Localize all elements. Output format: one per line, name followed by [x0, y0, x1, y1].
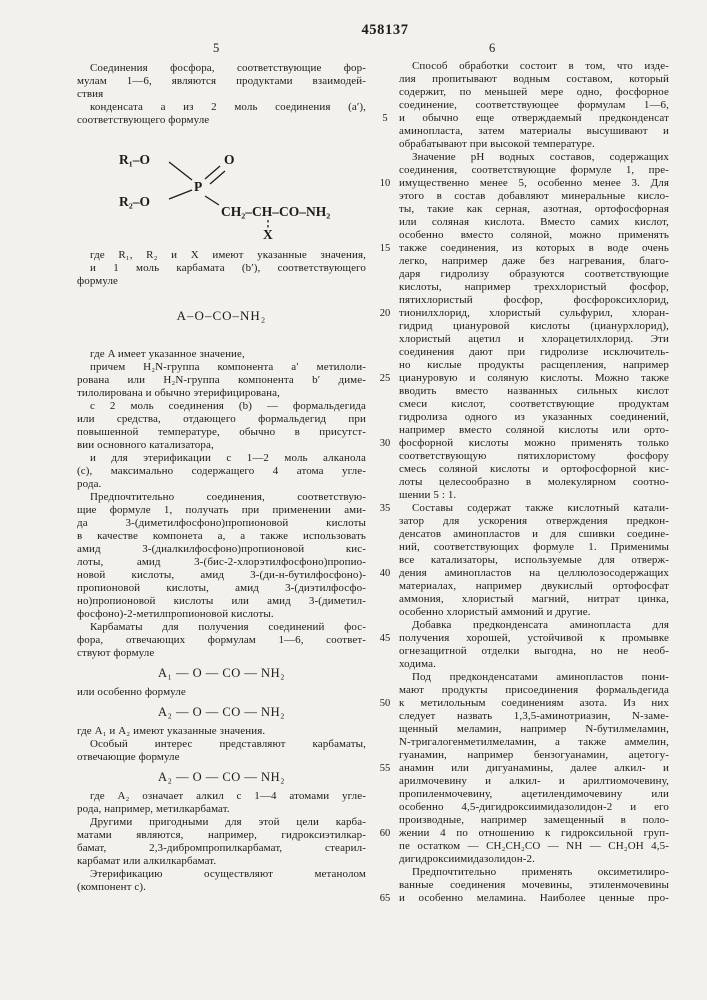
text-line: тионилхлорид, хлористый сульфурил, хлоран- [399, 307, 669, 319]
text-line: даря гидролизу образуются соответствующие [399, 268, 669, 280]
text-line: или средства, отдающего формальдегид при [77, 413, 366, 425]
structure-p-label: P [194, 179, 203, 194]
text-line: производные, например замещенный в поло- [399, 814, 669, 826]
gutter-line-number: 40 [379, 568, 391, 579]
text-line: рода. [77, 478, 102, 490]
text-line: аминопласта, затем материалы высушивают и [399, 125, 669, 137]
text-line: Добавка предконденсата аминопласта для [412, 619, 669, 631]
patent-number: 458137 [361, 22, 409, 38]
gutter-line-number: 50 [379, 698, 391, 709]
text-line: карбамат или алкилкарбамат. [77, 855, 217, 867]
text-line: Предпочтительно соединения, соответствую- [90, 491, 366, 503]
structure-x-label: X [263, 227, 273, 240]
text-line: фосфорной кислоты можно применять только [399, 437, 669, 449]
gutter-line-number: 55 [379, 763, 391, 774]
text-line: пропиленмочевину, ацетилендимочевину или [399, 788, 669, 800]
gutter-line-number: 45 [379, 633, 391, 644]
text-line: смесь соляной кислоты и ортофосфорной кис- [399, 463, 669, 475]
text-line: вии основного катализатора, [77, 439, 214, 451]
text-line: арилмочевину и алкил- и арилтиомочевину, [399, 775, 669, 787]
text-line: кислоты, например треххлористый фосфор, [399, 281, 669, 293]
chemical-formula: A₂ — O — CO — NH₂ [158, 705, 285, 719]
right-text-column [399, 60, 669, 905]
gutter-line-number: 60 [379, 828, 391, 839]
gutter-line-number: 20 [379, 308, 391, 319]
text-line: аммония, хлористый магний, нитрат цинка, [399, 593, 669, 605]
text-line: лоты целесообразно в молекулярном соотно- [399, 476, 669, 488]
text-line: пе остатком — CH₂CH₂CO — NH — CH₂OH 4,5- [399, 840, 669, 852]
text-line: где A₁ и A₂ имеют указанные значения. [77, 725, 266, 737]
text-line: особенно вместо соляной, можно применять [399, 229, 669, 241]
text-line: и обычно еще отверждаемый предконденсат [399, 112, 669, 124]
text-line: мают продукты присоединения формальдегида [399, 684, 669, 696]
text-line: щенный меламин, например N-бутилмеламин, [399, 723, 669, 735]
text-line: обрабатывают при высокой температуре. [399, 138, 595, 150]
text-line: Соединения фосфора, соответствующие фор- [90, 62, 366, 74]
text-line: все катализаторы, используемые для отверж- [399, 554, 669, 566]
text-line: матами являются, например, гидроксиэтилкар- [77, 829, 366, 841]
text-line: N-тригалогенметилмеламин, а также аммелин, [399, 736, 669, 748]
text-line: фосфоно)-2-метилпропионовой кислоты. [77, 608, 274, 620]
text-line: денсатов аминопластов и для сшивки соедине- [399, 528, 669, 540]
text-line: Карбаматы для получения соединений фос- [90, 621, 366, 633]
text-line: этого в состав добавляют минеральные кисло- [399, 190, 669, 202]
text-line: лоты, амид 3-(бис-2-хлорэтилфосфоно)пропио- [77, 556, 366, 568]
gutter-line-number: 25 [379, 373, 391, 384]
text-line: где A₂ означает алкил с 1—4 атомами угле- [90, 790, 366, 802]
text-line: но)пропионовой кислоты или амид 3-(диметил- [77, 595, 366, 607]
text-line: Другими пригодными для этой цели карба- [90, 816, 366, 828]
structure-r1-label: R₁–O [119, 152, 151, 167]
text-line: материалах, например двукислый ортофосфат [399, 580, 669, 592]
structure-r2-label: R₂–O [119, 194, 151, 209]
gutter-line-number: 15 [379, 243, 391, 254]
text-line: дения аминопластов на целлюлозосодержащих [399, 567, 669, 579]
text-line: получения хорошей, устойчивой к промывке [399, 632, 669, 644]
text-line: гуанамин, например бензогуанамин, ацетогу- [399, 749, 669, 761]
text-line: Этерификацию осуществляют метанолом [90, 868, 366, 880]
text-line: хлористый ацетил и хлорацетилхлорид. Эти [399, 333, 669, 345]
text-line: новой кислоты, амид 3-(ди-н-бутилфосфоно)- [77, 569, 366, 581]
text-line: особенно 4,5-дигидроксиимидазолидон-2 и его [399, 801, 669, 813]
text-line: конденсата a из 2 моль соединения (a′), [90, 101, 366, 113]
text-line: циануровую и соляную кислоты. Можно также [399, 372, 669, 384]
text-line: с 2 моль соединения (b) — формальдегида [90, 400, 366, 412]
text-line: Составы содержат также кислотный катали- [412, 502, 669, 514]
text-line: рода, например, метилкарбамат. [77, 803, 230, 815]
chemical-formula: A₂ — O — CO — NH₂ [158, 770, 285, 784]
text-line: соответствующую пятихлористому фосфору [399, 450, 669, 462]
bond-o1-p [169, 162, 192, 180]
text-line: ходима. [399, 658, 436, 670]
text-line: ний, соответствующих формуле 1. Применимы [399, 541, 669, 553]
text-line: содержит, по меньшей мере одно, фосфорное [399, 86, 669, 98]
structure-oxygen-label: O [224, 152, 235, 167]
text-line: соединения дают при гидролизе исключитель- [399, 346, 669, 358]
text-line: пятихлористый фосфор, фосфороксихлорид, [399, 294, 669, 306]
text-line: например вместо соляной кислоты или орто- [399, 424, 669, 436]
text-line: отвечающие формуле [77, 751, 180, 763]
text-line: жении 4 по отношению к гидроксильной груп- [399, 827, 669, 839]
text-line: соответствующего формуле [77, 114, 210, 126]
text-line: где R₁, R₂ и X имеют указанные значения, [90, 249, 366, 261]
text-line: Особый интерес представляют карбаматы, [90, 738, 366, 750]
text-line: амид 3-(диалкилфосфоно)пропионовой кис- [77, 543, 366, 555]
text-line: гидролиза одного из указанных соединений, [399, 411, 669, 423]
text-line: соединения, соответствующие формуле 1, пре- [399, 164, 669, 176]
gutter-line-number: 35 [379, 503, 391, 514]
text-line: тилолирована и обычно этерифицирована, [77, 387, 280, 399]
text-line: причем H₂N-группа компонента a′ метилоли- [90, 361, 366, 373]
left-column-page-number: 5 [213, 41, 220, 55]
text-line: гидрид циануровой кислоты (цианурхлорид), [399, 320, 669, 332]
text-line: к метилольным соединениям азота. Из них [399, 697, 669, 709]
left-text-column [77, 62, 366, 894]
text-line: вводить вместо названных сильных кислот [399, 385, 669, 397]
text-line: где A имеет указанное значение, [90, 348, 245, 360]
text-line: да 3-(диметилфосфоно)пропионовой кислоты [77, 517, 366, 529]
text-line: формуле [77, 275, 119, 287]
text-line: пропионовой кислоты, амид 3-(диэтилфосфо- [77, 582, 366, 594]
text-line: следует назвать 1,3,5-аминотриазин, N-заме- [399, 710, 669, 722]
text-line: бамат, 2,3-дибромпропилкарбамат, стеарил- [77, 842, 366, 854]
text-line: Способ обработки состоит в том, что изде- [412, 60, 669, 72]
text-line: шении 5 : 1. [399, 489, 457, 501]
text-line: смеси кислот, соответствующие продуктам [399, 398, 669, 410]
gutter-line-number: 5 [382, 113, 388, 124]
text-line: затор для ускорения отверждения предкон- [399, 515, 669, 527]
text-line: Под предконденсатами аминопластов пони- [412, 671, 669, 683]
text-line: ствия [77, 88, 104, 100]
text-line: и 1 моль карбамата (b′), соответствующего [90, 262, 366, 274]
text-line: и для этерификации с 1—2 моль алканола [90, 452, 366, 464]
text-line: Предпочтительно применять оксиметилиро- [412, 866, 669, 878]
text-line: или особенно формуле [77, 686, 186, 698]
text-line: анамин или дигуанамины, далее алкил- и [399, 762, 669, 774]
text-line: ствуют формуле [77, 647, 155, 659]
text-line: (c), максимально содержащего 4 атома угле- [77, 465, 366, 477]
text-line: ванные соединения мочевины, этиленмочевины [399, 879, 669, 891]
bond-p-chain [205, 196, 219, 205]
text-line: в качестве компонета a, а также использовать [77, 530, 366, 542]
text-line: повышенной температуре, обычно в присутст- [77, 426, 366, 438]
text-line: также соединения, из которых в воде очень [399, 242, 669, 254]
right-column-page-number: 6 [489, 41, 496, 55]
text-line: соединение, соответствующее формулам 1—6, [399, 99, 669, 111]
text-line: мулам 1—6, являются продуктами взаимодей- [77, 75, 366, 87]
gutter-line-number: 10 [379, 178, 391, 189]
text-line: щие формуле 1, получать при применении ами- [77, 504, 366, 516]
text-line: огнезащитной отделки выгодна, но не необ- [399, 645, 669, 657]
chemical-formula: A₁ — O — CO — NH₂ [158, 666, 285, 680]
chemical-formula: A–O–CO–NH₂ [176, 308, 267, 323]
text-line: (компонент c). [77, 881, 146, 893]
structure-chain-label: CH₂–CH–CO–NH₂ [221, 204, 331, 219]
text-line: или соляная кислота. Вместо самих кислот, [399, 216, 669, 228]
text-line: рована или H₂N-группа компонента b′ диме- [77, 374, 366, 386]
text-line: легко, например даже без нагревания, благо- [399, 255, 669, 267]
gutter-line-number: 65 [379, 893, 391, 904]
phosphonate-structure-formula [111, 138, 366, 240]
text-line: лия пропитывают водным составом, который [399, 73, 669, 85]
text-line: имущественно менее 5, особенно менее 3. Для [399, 177, 669, 189]
bond-o2-p [169, 190, 192, 199]
text-line: но кислые продукты расщепления, например [399, 359, 669, 371]
text-line: дигидроксиимидазолидон-2. [399, 853, 535, 865]
gutter-line-number: 30 [379, 438, 391, 449]
text-line: и особенно меламина. Наиболее ценные про- [399, 892, 669, 904]
text-line: особенно хлористый аммоний и другие. [399, 606, 591, 618]
structure-formula-drawing [111, 138, 361, 240]
text-line: Значение pH водных составов, содержащих [412, 151, 669, 163]
text-line: ты, такие как серная, азотная, ортофосфорная [399, 203, 669, 215]
text-line: фора, отвечающих формулам 1—6, соответ- [77, 634, 366, 646]
